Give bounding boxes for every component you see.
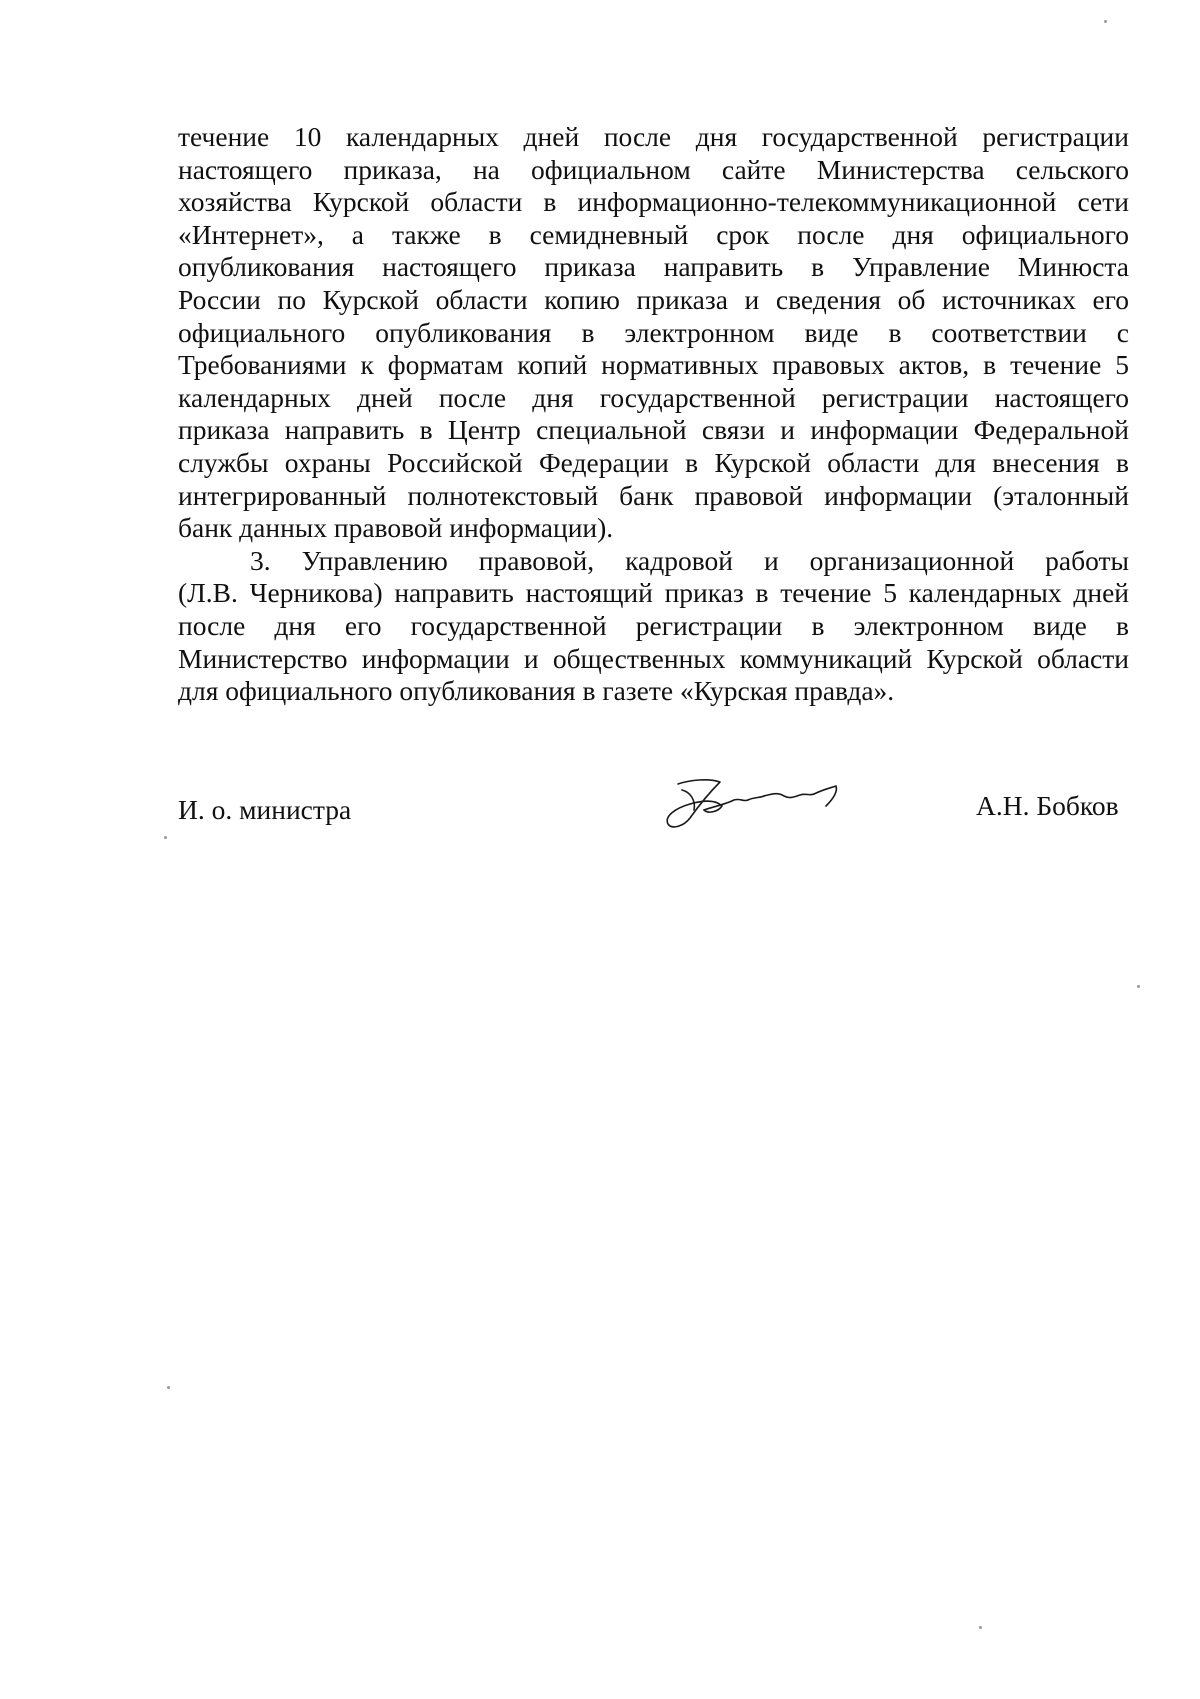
text-line: календарных дней после дня государственной регистрации настоящего bbox=[178, 381, 1129, 413]
signatory-name: А.Н. Бобков bbox=[976, 790, 1119, 821]
scan-speck bbox=[1104, 20, 1107, 23]
text-line: настоящего приказа, на официальном сайте Министерства сельского bbox=[178, 153, 1129, 185]
scan-speck bbox=[979, 1626, 982, 1629]
text-line: 3. Управлению правовой, кадровой и организационной работы bbox=[250, 544, 1129, 576]
text-line: службы охраны Российской Федерации в Курской области для внесения в bbox=[178, 446, 1129, 478]
text-line: интегрированный полнотекстовый банк правовой информации (эталонный bbox=[178, 479, 1129, 511]
document-body bbox=[178, 121, 1129, 708]
text-line: «Интернет», а также в семидневный срок после дня официального bbox=[178, 218, 1129, 250]
text-line: приказа направить в Центр специальной связи и информации Федеральной bbox=[178, 414, 1129, 446]
text-line: (Л.В. Черникова) направить настоящий приказ в течение 5 календарных дней bbox=[178, 577, 1129, 609]
text-line: для официального опубликования в газете «Курская правда». bbox=[178, 675, 895, 707]
text-line: России по Курской области копию приказа и сведения об источниках его bbox=[178, 283, 1129, 315]
text-line: Министерство информации и общественных коммуникаций Курской области bbox=[178, 642, 1129, 674]
text-line: после дня его государственной регистрации в электронном виде в bbox=[178, 609, 1129, 641]
scan-speck bbox=[167, 1386, 170, 1389]
scan-speck bbox=[1137, 985, 1140, 988]
text-line: официального опубликования в электронном виде в соответствии с bbox=[178, 316, 1129, 348]
text-line: банк данных правовой информации). bbox=[178, 512, 614, 544]
handwritten-signature bbox=[660, 770, 860, 840]
text-line: течение 10 календарных дней после дня государственной регистрации bbox=[178, 121, 1129, 152]
text-line: опубликования настоящего приказа направить в Управление Минюста bbox=[178, 251, 1129, 283]
scan-speck bbox=[164, 836, 167, 839]
signatory-position: И. о. министра bbox=[178, 794, 352, 825]
text-line: Требованиями к форматам копий нормативных правовых актов, в течение 5 bbox=[178, 349, 1129, 381]
text-line: хозяйства Курской области в информационно-телекоммуникационной сети bbox=[178, 186, 1129, 218]
